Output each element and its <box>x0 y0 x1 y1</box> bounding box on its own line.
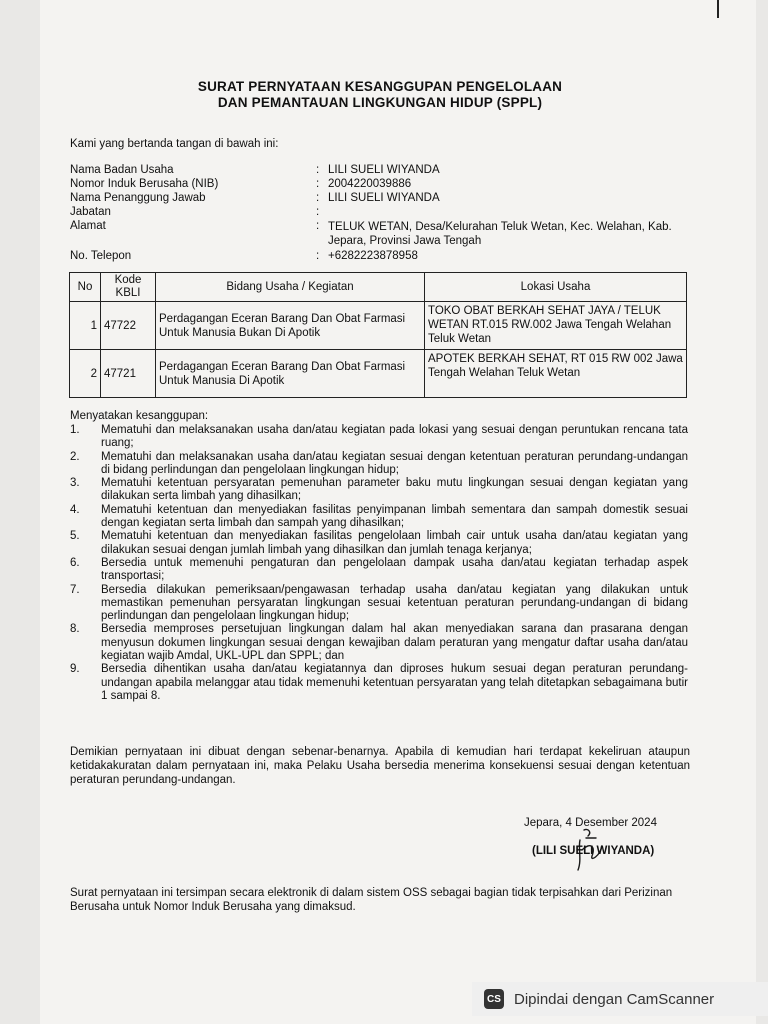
commitment-heading: Menyatakan kesanggupan: <box>70 410 209 422</box>
field-value: TELUK WETAN, Desa/Kelurahan Teluk Wetan, Kec. Welahan, Kab. Jepara, Provinsi Jawa Tengah <box>328 221 672 247</box>
list-item <box>70 663 688 703</box>
list-item <box>70 451 688 478</box>
field-label: Nama Badan Usaha <box>70 164 174 176</box>
table-header-row <box>70 273 687 302</box>
list-item <box>70 424 688 451</box>
list-item <box>70 477 688 504</box>
item-number: 1. <box>70 424 80 436</box>
field-label: Nama Penanggung Jawab <box>70 192 206 204</box>
item-text: Bersedia dilakukan pemeriksaan/pengawasan terhadap usaha dan/atau kegiatan yang dilakukan untuk memastikan pemenuhan persyaratan lingkungan sesuai ketentuan peraturan perundang-undangan di bidang perlindungan dan pengelolaan lingkungan hidup; <box>101 583 688 623</box>
cell-no: 1 <box>70 302 101 350</box>
cell-kode: 47722 <box>101 302 156 350</box>
field-value: LILI SUELI WIYANDA <box>328 192 440 204</box>
list-item <box>70 584 688 624</box>
item-number: 7. <box>70 583 80 596</box>
camscanner-badge <box>472 982 768 1016</box>
item-text: Bersedia dihentikan usaha dan/atau kegiatannya dan diproses hukum sesuai degan peraturan perundang-undangan apabila melanggar atau tidak memenuhi ketentuan persyaratan yang telah ditetapkan sebagaimana butir 1 sampai 8. <box>101 663 688 702</box>
commitment-list <box>70 424 688 703</box>
header-kode-kbli: Kode KBLI <box>101 273 156 302</box>
field-label: Jabatan <box>70 206 111 218</box>
header-lokasi-usaha: Lokasi Usaha <box>425 273 687 302</box>
item-text: Bersedia memproses persetujuan lingkungan dalam hal akan menyediakan sarana dan prasarana dengan menyusun dokumen lingkungan sesuai dengan kewajiban dalam peraturan yang mengatur daftar usaha dan/atau kegiatan wajib Amdal, UKL-UPL dan SPPL; dan <box>101 623 688 663</box>
cell-kode: 47721 <box>101 350 156 398</box>
item-number: 9. <box>70 663 80 676</box>
item-text: Mematuhi ketentuan dan menyediakan fasilitas penyimpanan limbah sementara dan sampah domestik sesuai dengan kegiatan serta limbah dan sampah yang dihasilkan; <box>101 503 688 530</box>
list-item <box>70 504 688 531</box>
closing-statement: Demikian pernyataan ini dibuat dengan sebenar-benarnya. Apabila di kemudian hari terdapat kekeliruan ataupun ketidakakuratan dalam pernyataan ini, maka Pelaku Usaha bersedia menerima konsekuensi sesuai dengan ketentuan peraturan perundang-undangan. <box>70 746 690 786</box>
cell-no: 2 <box>70 350 101 398</box>
camscanner-icon: CS <box>484 989 504 1009</box>
cell-bidang: Perdagangan Eceran Barang Dan Obat Farmasi Untuk Manusia Di Apotik <box>156 350 425 398</box>
intro-text: Kami yang bertanda tangan di bawah ini: <box>70 138 279 150</box>
item-number: 2. <box>70 450 80 463</box>
item-number: 4. <box>70 503 80 516</box>
cell-lokasi: APOTEK BERKAH SEHAT, RT 015 RW 002 Jawa Tengah Welahan Teluk Wetan <box>425 350 687 398</box>
field-value: +6282223878958 <box>328 250 418 262</box>
title-line-2: DAN PEMANTAUAN LINGKUNGAN HIDUP (SPPL) <box>217 95 543 110</box>
list-item <box>70 623 688 663</box>
header-bidang-usaha: Bidang Usaha / Kegiatan <box>156 273 425 302</box>
item-number: 5. <box>70 530 80 543</box>
item-number: 3. <box>70 477 80 490</box>
list-item <box>70 557 688 584</box>
footer-note: Surat pernyataan ini tersimpan secara elektronik di dalam sistem OSS sebagai bagian tidak terpisahkan dari Perizinan Berusaha untuk Nomor Induk Berusaha yang dimaksud. <box>70 887 673 913</box>
item-number: 8. <box>70 623 80 636</box>
item-text: Bersedia untuk memenuhi pengaturan dan pengelolaan dampak usaha dan/atau kegiatan terhadap aspek transportasi; <box>101 556 688 583</box>
field-value: 2004220039886 <box>328 178 412 190</box>
scan-edge-mark <box>717 0 719 18</box>
cell-bidang: Perdagangan Eceran Barang Dan Obat Farmasi Untuk Manusia Bukan Di Apotik <box>156 302 425 350</box>
title-line-1: SURAT PERNYATAAN KESANGGUPAN PENGELOLAAN <box>197 79 563 94</box>
field-label: No. Telepon <box>70 250 132 262</box>
business-table <box>69 272 687 398</box>
item-number: 6. <box>70 556 80 569</box>
header-no: No <box>70 273 101 302</box>
place-date: Jepara, 4 Desember 2024 <box>524 817 657 829</box>
camscanner-text: Dipindai dengan CamScanner <box>514 990 715 1008</box>
list-item <box>70 530 688 557</box>
item-text: Mematuhi ketentuan persyaratan pemenuhan parameter baku mutu lingkungan sesuai dengan kegiatan yang dilakukan serta limbah yang dihasilkan; <box>101 477 688 503</box>
cell-lokasi: TOKO OBAT BERKAH SEHAT JAYA / TELUK WETAN RT.015 RW.002 Jawa Tengah Welahan Teluk Wetan <box>425 302 687 350</box>
table-row <box>70 350 687 398</box>
field-value: LILI SUELI WIYANDA <box>328 164 440 176</box>
field-label: Nomor Induk Berusaha (NIB) <box>70 178 219 190</box>
document-title <box>120 79 640 111</box>
item-text: Mematuhi dan melaksanakan usaha dan/atau kegiatan pada lokasi yang sesuai dengan peruntukan rencana tata ruang; <box>101 424 688 450</box>
item-text: Mematuhi ketentuan dan menyediakan fasilitas pengelolaan limbah cair untuk usaha dan/atau kegiatan yang dilakukan sesuai dengan jumlah limbah yang dihasilkan dan jumlah tenaga kerjanya; <box>101 530 688 556</box>
signatory-name: (LILI SUELI WIYANDA) <box>532 845 655 857</box>
item-text: Mematuhi dan melaksanakan usaha dan/atau kegiatan sesuai dengan ketentuan peraturan perundang-undangan di bidang perlindungan dan pengelolaan lingkungan hidup; <box>101 450 688 476</box>
table-row <box>70 302 687 350</box>
field-label: Alamat <box>70 220 106 232</box>
